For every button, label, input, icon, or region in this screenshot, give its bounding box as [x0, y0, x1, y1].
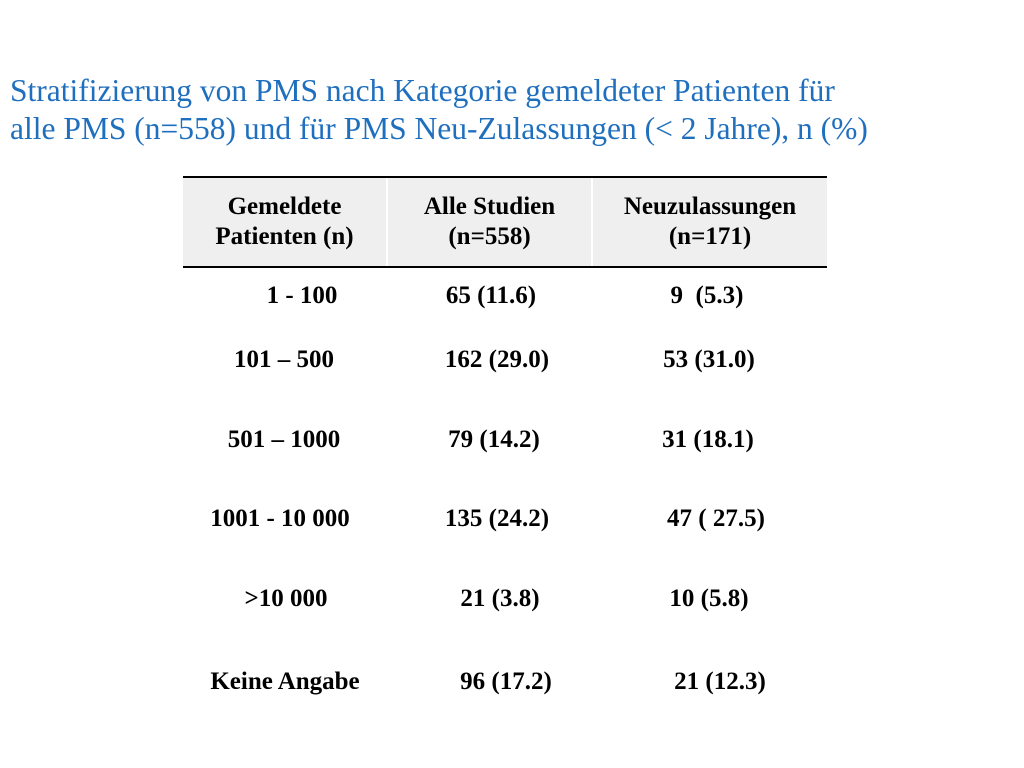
- header-patients-line1: Gemeldete: [227, 193, 342, 220]
- row-5-new: 10 (5.8): [669, 585, 749, 612]
- header-all-studies: [388, 178, 593, 266]
- row-2-new: 53 (31.0): [663, 346, 755, 373]
- row-6-new: 21 (12.3): [674, 668, 766, 695]
- header-new-approvals-line2: (n=171): [668, 223, 752, 250]
- row-2-all: 162 (29.0): [444, 346, 550, 373]
- row-4-new: 47 ( 27.5): [667, 505, 765, 532]
- row-4-all: 135 (24.2): [444, 505, 550, 532]
- row-6-all: 96 (17.2): [460, 668, 552, 695]
- row-3-new: 31 (18.1): [662, 426, 754, 453]
- header-new-approvals: [593, 178, 827, 266]
- row-5-all: 21 (3.8): [460, 585, 540, 612]
- row-1-category: 1 - 100: [266, 282, 338, 309]
- header-all-studies-line1: Alle Studien: [423, 193, 556, 220]
- table-header: [183, 176, 827, 268]
- row-3-category: 501 – 1000: [227, 426, 341, 453]
- title-line-1: Stratifizierung von PMS nach Kategorie gemeldeter Patienten für: [10, 73, 835, 108]
- row-2-category: 101 – 500: [234, 346, 334, 373]
- header-new-approvals-line1: Neuzulassungen: [623, 193, 797, 220]
- row-1-new: 9 (5.3): [670, 282, 744, 309]
- row-6-category: Keine Angabe: [210, 668, 360, 695]
- header-patients-line2: Patienten (n): [215, 223, 354, 250]
- header-patients: [183, 178, 388, 266]
- row-5-category: >10 000: [244, 585, 328, 612]
- header-all-studies-line2: (n=558): [448, 223, 531, 250]
- title-line-2: alle PMS (n=558) und für PMS Neu-Zulassungen (< 2 Jahre), n (%): [10, 111, 868, 146]
- slide-title: [10, 72, 1010, 148]
- row-4-category: 1001 - 10 000: [210, 505, 350, 532]
- row-1-all: 65 (11.6): [445, 282, 537, 309]
- row-3-all: 79 (14.2): [448, 426, 540, 453]
